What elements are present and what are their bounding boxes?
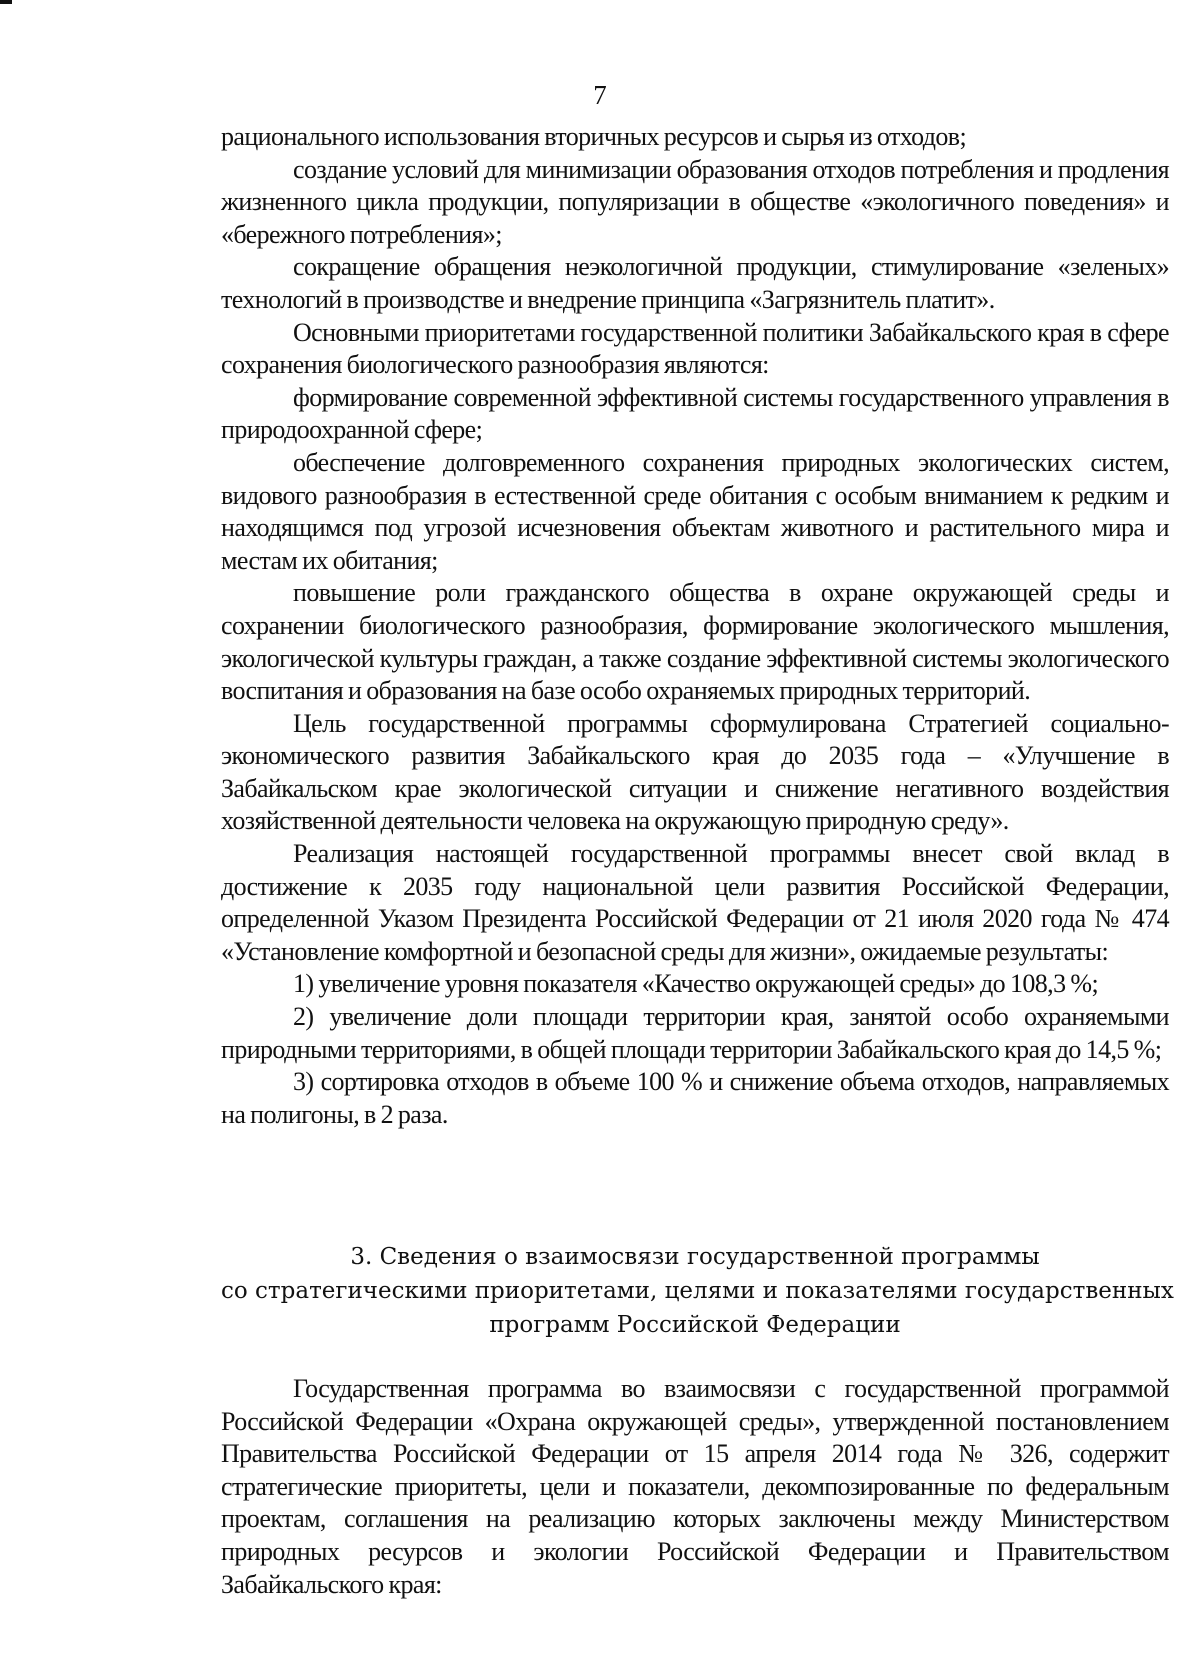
result-item: 2) увеличение доли площади территории края, занятой особо охраняемыми природными территориями, в общей площади территории Забайкальского края до 14,5 %; <box>221 1002 1169 1064</box>
scan-corner-mark <box>0 0 12 4</box>
result-item: 3) сортировка отходов в объеме 100 % и снижение объема отходов, направляемых на полигоны, в 2 раза. <box>221 1067 1169 1129</box>
result-item: 1) увеличение уровня показателя «Качество окружающей среды» до 108,3 %; <box>293 969 1099 999</box>
section-heading-line: со стратегическими приоритетами, целями и показателями государственных <box>221 1278 1174 1304</box>
paragraph: Государственная программа во взаимосвязи с государственной программой Российской Федерации «Охрана окружающей среды», утвержденной постановлением Правительства Российской Федерации от 15 апреля 2014 года № 326, содержит стратегические приоритеты, цели и показатели, декомпозированные по федеральным проектам, соглашения на реализацию которых заключены между Министерством природных ресурсов и экологии Российской Федерации и Правительством Забайкальского края: <box>221 1374 1169 1599</box>
paragraph: сокращение обращения неэкологичной продукции, стимулирование «зеленых» технологий в производстве и внедрение принципа «Загрязнитель платит». <box>221 252 1169 314</box>
paragraph: Реализация настоящей государственной программы внесет свой вклад в достижение к 2035 году национальной цели развития Российской Федерации, определенной Указом Президента Российской Федерации от 21 июля 2020 года № 474 «Установление комфортной и безопасной среды для жизни», ожидаемые результаты: <box>221 839 1169 966</box>
paragraph: Цель государственной программы сформулирована Стратегией социально-экономического развития Забайкальского края до 2035 года – «Улучшение в Забайкальском крае экологической ситуации и снижение негативного воздействия хозяйственной деятельности человека на окружающую природную среду». <box>221 708 1169 836</box>
paragraph-continuation: рационального использования вторичных ресурсов и сырья из отходов; <box>221 122 967 151</box>
paragraph: повышение роли гражданского общества в охране окружающей среды и сохранении биологического разнообразия, формирование экологического мышления, экологической культуры граждан, а также создание эффективной системы экологического воспитания и образования на базе особо охраняемых природных территорий. <box>221 578 1169 706</box>
paragraph: обеспечение долговременного сохранения природных экологических систем, видового разнообразия в естественной среде обитания с особым вниманием к редким и находящимся под угрозой исчезновения объектам животного и растительного мира и местам их обитания; <box>221 447 1169 575</box>
body-text <box>221 121 1169 1131</box>
section-heading <box>221 1240 1174 1342</box>
paragraph: формирование современной эффективной системы государственного управления в природоохранной сфере; <box>221 382 1169 445</box>
section-heading-line: программ Российской Федерации <box>489 1312 901 1338</box>
section-body <box>221 1373 1169 1601</box>
paragraph: Основными приоритетами государственной политики Забайкальского края в сфере сохранения биологического разнообразия являются: <box>221 317 1169 380</box>
page-number: 7 <box>593 80 607 110</box>
section-heading-line: 3. Сведения о взаимосвязи государственной программы <box>350 1244 1040 1270</box>
paragraph: создание условий для минимизации образования отходов потребления и продления жизненного цикла продукции, популяризации в обществе «экологичного поведения» и «бережного потребления»; <box>221 154 1169 249</box>
